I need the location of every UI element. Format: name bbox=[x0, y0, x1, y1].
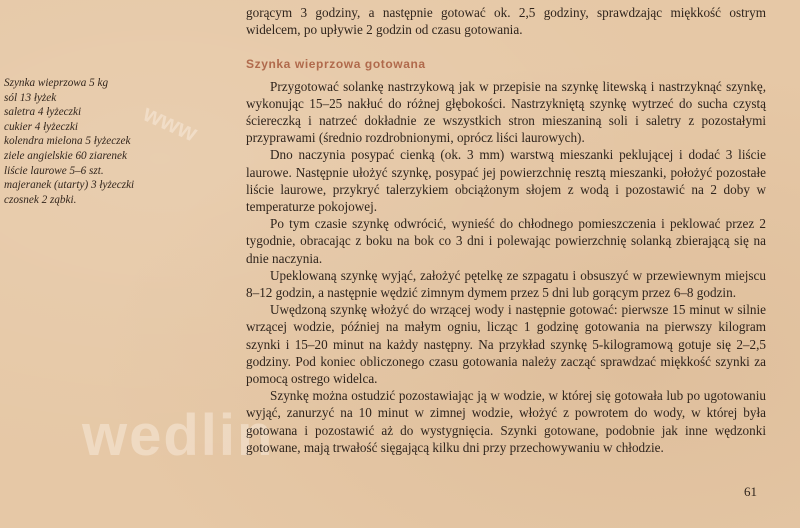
ingredient-item: sól 13 łyżek bbox=[4, 91, 57, 104]
watermark-diagonal: www bbox=[139, 100, 202, 148]
ingredient-item: kolendra mielona 5 łyżeczek bbox=[4, 135, 131, 148]
ingredient-item: liście laurowe 5–6 szt. bbox=[4, 164, 104, 177]
watermark-large: wedlin bbox=[82, 403, 275, 468]
recipe-paragraph: Uwędzoną szynkę włożyć do wrzącej wody i następnie gotować: pierwsze 15 minut w silnie wrzącej wodzie, później na małym ogniu, licząc 1 godzinę gotowania na pierwszy kilogram szynki i 15–20 minut na każdy następny. Na przykład szynkę 5-kilogramową gotuje się 2–2,5 godziny. Pod koniec obliczonego czasu gotowania należy zacząć sprawdzać miękkość szynki za pomocą ostrego widelca. bbox=[246, 302, 766, 387]
recipe-paragraph: Szynkę można ostudzić pozostawiając ją w wodzie, w której się gotowała lub po ugotowaniu wyjąć, zanurzyć na 10 minut w zimnej wodzie, włożyć z powrotem do wody, w której była gotowana i pozostawić aż do wystygnięcia. Szynki gotowane, podobnie jak inne wędzonki gotowane, mają trwałość sięgającą kilku dni przy przechowywaniu w chłodzie. bbox=[246, 388, 766, 455]
recipe-text bbox=[246, 4, 766, 456]
recipe-paragraph: Przygotować solankę nastrzykową jak w przepisie na szynkę litewską i nastrzyknąć szynkę, wykonując 15–25 nakłuć do różnej głębokości. Nastrzykniętą szynkę wytrzeć do sucha czystą ściereczką i natrzeć dokładnie ze wszystkich stron mieszaniną soli i saletry z pozostałymi przyprawami (średnio rozdrobnionymi, oprócz liści laurowych). bbox=[246, 78, 766, 146]
ingredients-list bbox=[4, 76, 189, 207]
recipe-paragraph: Upeklowaną szynkę wyjąć, założyć pętelkę ze szpagatu i obsuszyć w przewiewnym miejscu 8–12 godzin, a następnie wędzić zimnym dymem przez 5 dni lub gorącym przez 6–8 godzin. bbox=[246, 267, 766, 301]
ingredient-item: czosnek 2 ząbki. bbox=[4, 193, 77, 206]
ingredient-item: saletra 4 łyżeczki bbox=[4, 106, 82, 119]
ingredient-item: ziele angielskie 60 ziarenek bbox=[4, 149, 127, 162]
page-number: 61 bbox=[744, 484, 757, 499]
recipe-heading: Szynka wieprzowa gotowana bbox=[246, 57, 426, 72]
intro-paragraph: gorącym 3 godziny, a następnie gotować ok. 2,5 godziny, sprawdzając miękkość ostrym widelcem, po upływie 2 godzin od czasu gotowania. bbox=[246, 5, 766, 38]
ingredient-item: Szynka wieprzowa 5 kg bbox=[4, 77, 109, 89]
ingredient-item: majeranek (utarty) 3 łyżeczki bbox=[4, 179, 135, 192]
ingredient-item: cukier 4 łyżeczki bbox=[4, 120, 78, 133]
recipe-paragraph: Po tym czasie szynkę odwrócić, wynieść do chłodnego pomieszczenia i peklować przez 2 tygodnie, obracając z boku na bok co 3 dni i polewając powierzchnię solanką zbierającą się na dnie naczynia. bbox=[246, 216, 766, 266]
recipe-paragraph: Dno naczynia posypać cienką (ok. 3 mm) warstwą mieszanki peklującej i dodać 3 liście laurowe. Następnie ułożyć szynkę, posypać jej powierzchnię resztą mieszanki, położyć pozostałe liście laurowe, przykryć talerzykiem obciążonym słojem z wodą i pozostawić na 2 doby w temperaturze pokojowej. bbox=[246, 147, 766, 215]
